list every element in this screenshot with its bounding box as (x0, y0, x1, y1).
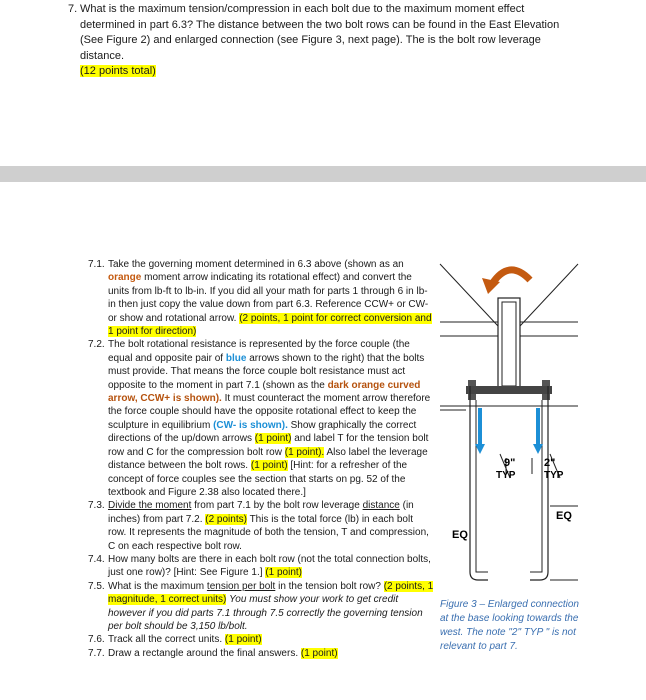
item-7-2 (88, 338, 434, 499)
figure-3-caption (440, 598, 590, 654)
item-7-3 (88, 499, 434, 553)
item-label: 7.2. (88, 339, 105, 351)
item-7-6 (88, 633, 434, 646)
item-text: Take the governing moment determined in 6.3 above (shown as an (108, 259, 404, 270)
item-text: Draw a rectangle around the final answers. (108, 647, 299, 659)
dim-right-value: 2" (544, 457, 556, 469)
nut (542, 394, 550, 400)
page-divider (0, 166, 646, 182)
underlined-text: distance (362, 500, 400, 512)
item-text: moment arrow indicating its rotational effect) and convert the units from lb-ft to lb-in. If you did all your math for parts 1 through 6 in lb-in then just copy the value down from part 6.3. Reference CCW+ or CW- or show and rotational arrow. (108, 272, 429, 324)
item-7-4 (88, 553, 434, 580)
nut (468, 394, 476, 400)
caption-note: The note "2" TYP " is not relevant to part 7. (440, 627, 576, 652)
item-text: (in inches) from part 7.2. (108, 500, 414, 525)
item-text: Also label the leverage distance between the bolt rows. (108, 446, 428, 472)
question-7 (68, 2, 580, 80)
italic-note: You must show your work to get credit however if you did parts 7.1 through 7.5 correctly the governing tension per bolt should be 3,150 lb/bolt. (108, 594, 423, 632)
dark-orange-text: dark orange curved arrow, CCW+ is shown). (108, 379, 421, 405)
caption-title: Figure 3 – Enlarged connection at the base looking towards the west. (440, 599, 579, 638)
item-label: 7.7. (88, 647, 105, 659)
item-label: 7.5. (88, 580, 105, 592)
cw-text: (CW- is shown). (213, 419, 288, 431)
post-outline (498, 298, 520, 390)
item-text: What is the maximum (108, 580, 205, 592)
item-points: (2 points, 1 point for correct conversion and 1 point for direction) (108, 312, 432, 338)
dim-left-value: 9" (504, 457, 516, 469)
nut (468, 380, 476, 386)
item-label: 7.1. (88, 259, 105, 270)
dim-left-typ: TYP (496, 470, 516, 481)
item-text: [Hint: for a refresher of the concept of force couples see the section that starts on pg. 52 of the textbook and Figure 2.38 also located there.] (108, 460, 408, 498)
question-points: (12 points total) (80, 65, 156, 77)
orange-word: orange (108, 272, 142, 284)
question-text: What is the maximum tension/compression in each bolt due to the maximum moment effect determined in part 6.3? The distance between the two bolt rows can be found in the East Elevation (See Figure 2) and enlarged connection (see Figure 3, next page). The is the bolt row leverage distance. (80, 3, 560, 62)
frame-line (520, 264, 578, 326)
base-plate (466, 386, 552, 394)
sub-questions (88, 258, 434, 660)
frame-line (440, 264, 498, 326)
item-7-5 (88, 580, 434, 634)
item-text: It must counteract the moment arrow therefore the force couple should have the opposite rotational effect to keep the sculpture in equilibrium (108, 393, 431, 431)
item-points: (1 point) (250, 460, 288, 472)
question-number: 7. (68, 3, 78, 15)
eq-label-left: EQ (452, 529, 468, 541)
item-text: How many bolts are there in each bolt row (not the total connection bolts, just one row)? [Hint: See Figure 1.] (108, 553, 431, 579)
underlined-text: Divide the moment (108, 500, 192, 512)
item-text: from part 7.1 by the bolt row leverage (194, 500, 360, 512)
item-text: in the tension bolt row? (278, 580, 381, 592)
item-label: 7.4. (88, 553, 105, 565)
figure-3-connection-drawing (438, 258, 580, 598)
nut (542, 380, 550, 386)
item-points: (2 points, 1 magnitude, 1 correct units) (108, 580, 434, 606)
item-points: (1 point) (300, 647, 338, 659)
item-7-7 (88, 647, 434, 660)
blue-word: blue (225, 352, 247, 364)
item-7-1 (88, 258, 434, 338)
item-text: and label T for the tension bolt row and C for the compression bolt row (108, 433, 429, 458)
item-points: (1 point). (284, 446, 325, 458)
dim-right-typ: TYP (544, 470, 564, 481)
item-text: arrows shown to the right) that the bolts must provide. That means the force couple bolt resistance must act opposite to the moment in part 7.1 (shown as the (108, 352, 425, 391)
item-text: This is the total force (lb) in each bolt row. It represents the magnitude of both the tension, T and compression, C on each respective bolt row. (108, 513, 429, 552)
eq-label-right: EQ (556, 510, 572, 522)
post-inner (502, 302, 516, 386)
item-points: (1 point) (254, 433, 292, 445)
item-label: 7.3. (88, 500, 105, 512)
item-text: Track all the correct units. (108, 634, 223, 646)
underlined-text: tension per bolt (206, 580, 276, 592)
item-points: (2 points) (205, 513, 247, 525)
item-text: Show graphically the correct directions of the up/down arrows (108, 419, 417, 445)
item-points: (1 point) (224, 634, 262, 646)
item-label: 7.6. (88, 634, 105, 646)
item-text: The bolt rotational resistance is represented by the force couple (the equal and opposite pair of (108, 339, 410, 364)
item-points: (1 point) (265, 567, 302, 579)
